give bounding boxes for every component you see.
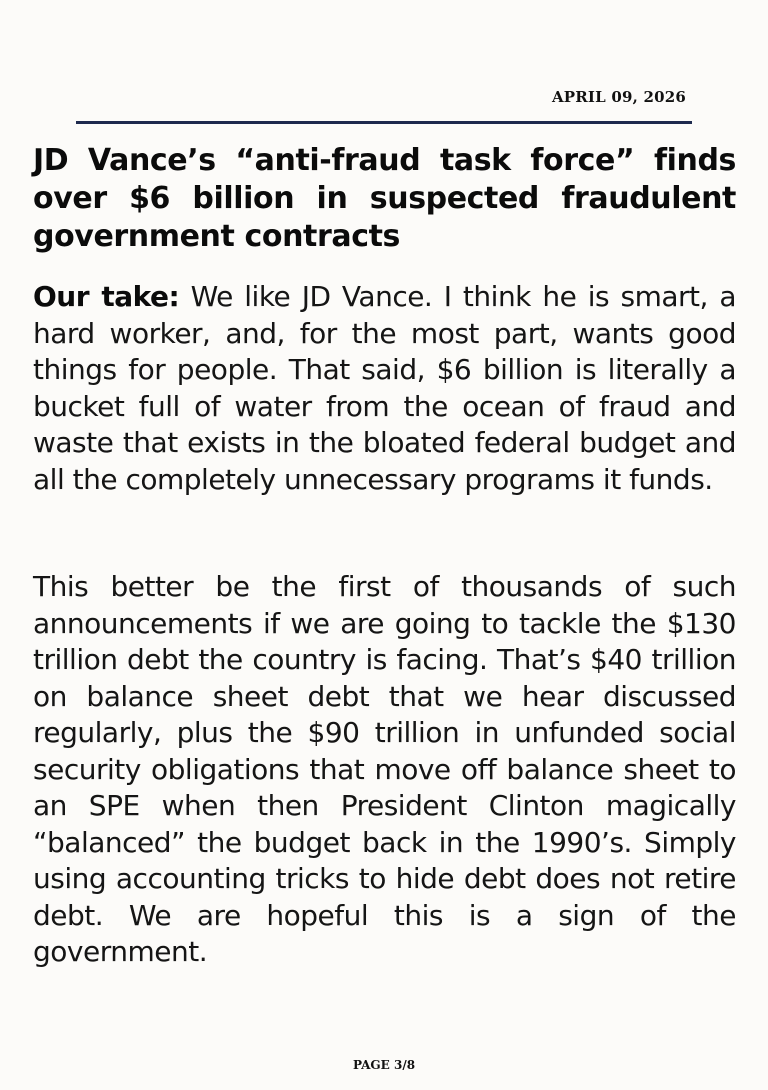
page-number: PAGE 3/8 <box>352 1058 416 1072</box>
article-headline: JD Vance’s “anti-fraud task force” finds over $6 billion in suspected fraudulent government contracts <box>33 143 736 254</box>
header-divider <box>76 121 692 124</box>
article-paragraph-2: This better be the first of thousands of such announcements if we are going to tackle the $130 trillion debt the country is facing. That’s $40 trillion on balance sheet debt that we hear discussed regularly, plus the $90 trillion in unfunded social security obligations that move off balance sheet to an SPE when then President Clinton magically “balanced” the budget back in the 1990’s. Simply using accounting tricks to hide debt does not retire debt. We are hopeful this is a sign of the government. <box>33 570 736 968</box>
our-take-label: Our take: <box>33 280 180 313</box>
article-paragraph-1 <box>33 279 736 498</box>
our-take-text: We like JD Vance. I think he is smart, a hard worker, and, for the most part, wants good things for people. That said, $6 billion is literally a bucket full of water from the ocean of fraud and waste that exists in the bloated federal budget and all the completely unnecessary programs it funds. <box>33 280 736 496</box>
publish-date: APRIL 09, 2026 <box>551 88 686 106</box>
